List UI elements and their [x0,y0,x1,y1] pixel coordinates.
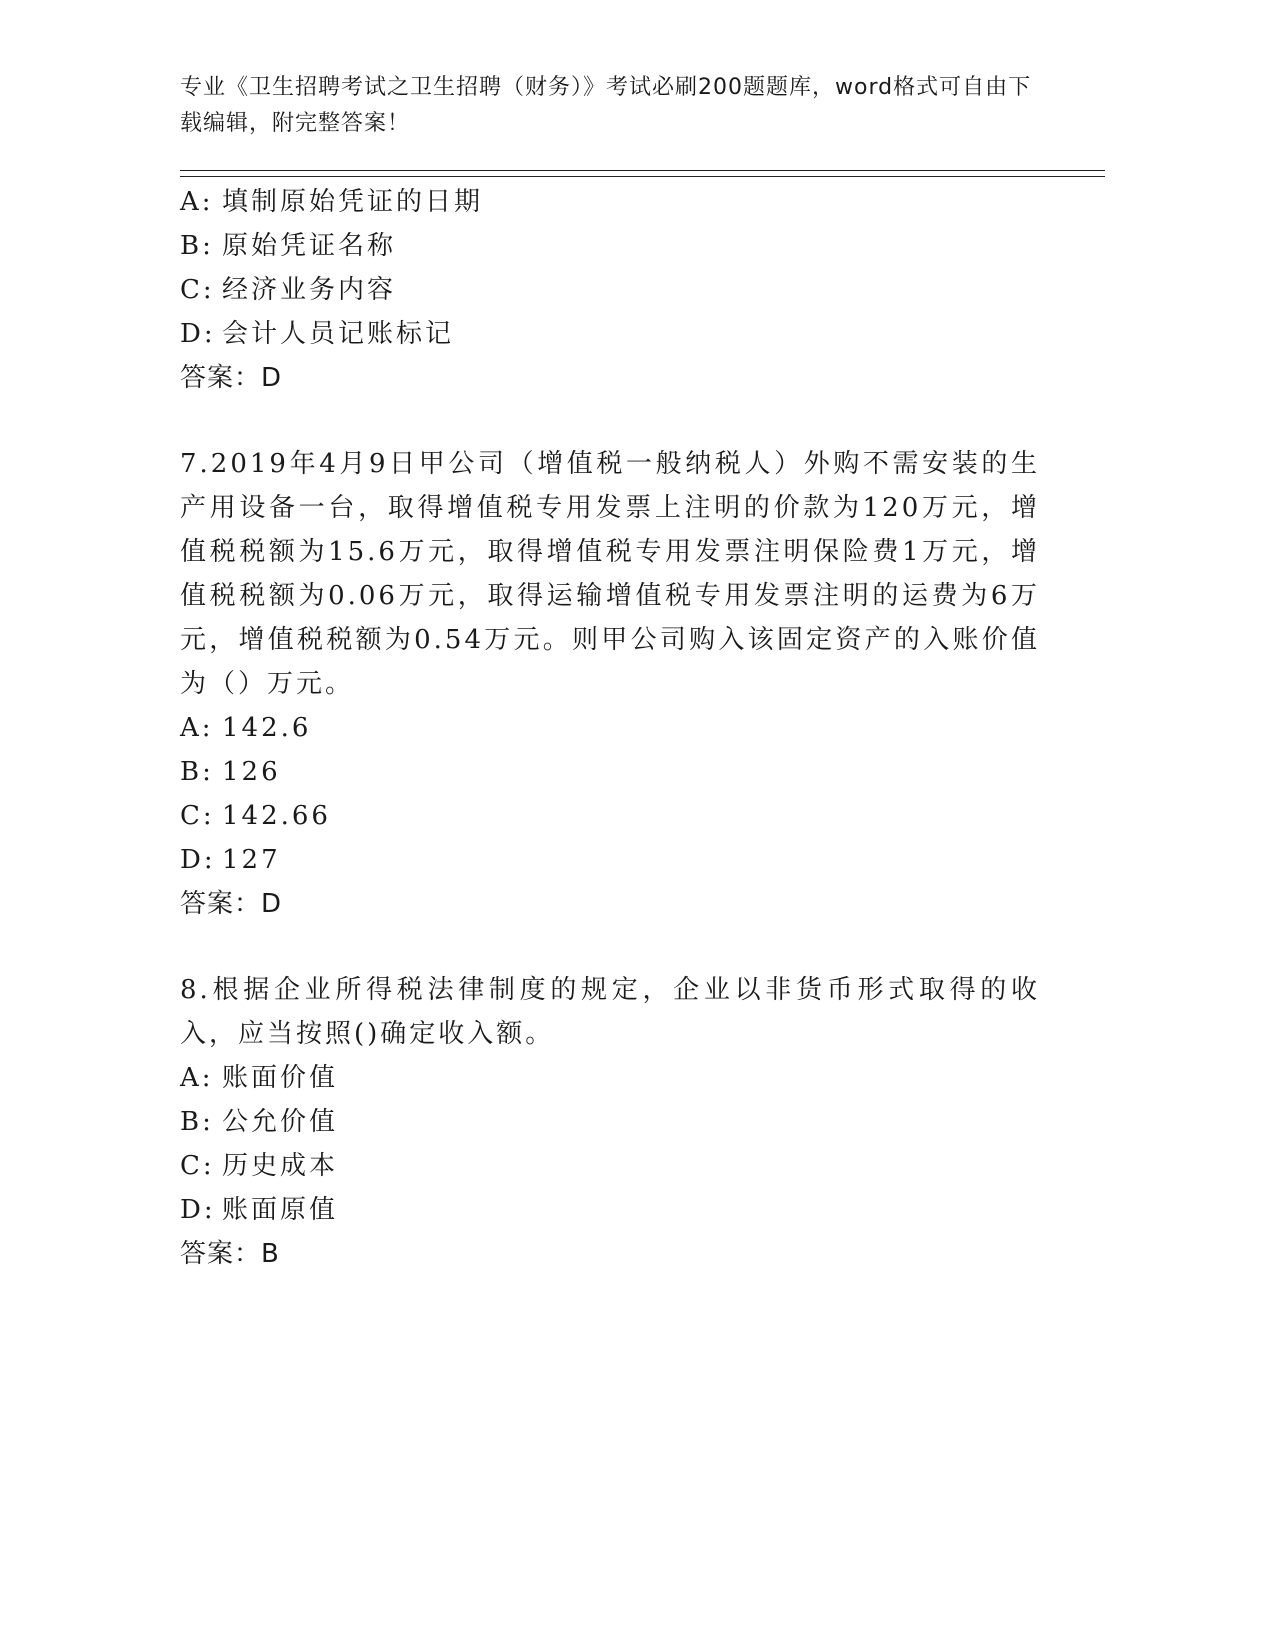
option-a: A: 填制原始凭证的日期 [180,187,484,217]
option-b: B: 原始凭证名称 [180,231,397,261]
answer-line: 答案：D [180,363,283,393]
option-c: C: 142.66 [180,801,331,831]
option-c: C: 历史成本 [180,1151,339,1181]
document-header: 专业《卫生招聘考试之卫生招聘（财务）》考试必刷200题题库，word格式可自由下载编辑，附完整答案！ [180,75,1032,136]
option-b: B: 公允价值 [180,1107,339,1137]
question-6-partial [180,180,1040,400]
option-c: C: 经济业务内容 [180,275,397,305]
document-body [180,180,1040,1276]
option-a: A: 账面价值 [180,1063,339,1093]
answer-line: 答案：B [180,1239,280,1269]
option-a: A: 142.6 [180,713,312,743]
question-8 [180,968,1040,1276]
option-b: B: 126 [180,757,281,787]
header-rule-top [180,170,1105,171]
question-stem: 7.2019年4月9日甲公司（增值税一般纳税人）外购不需安装的生产用设备一台，取得增值税专用发票上注明的价款为120万元，增值税税额为15.6万元，取得增值税专用发票注明保险费1万元，增值税税额为0.06万元，取得运输增值税专用发票注明的运费为6万元，增值税税额为0.54万元。则甲公司购入该固定资产的入账价值为（）万元。 [180,449,1040,699]
header-rule-bottom [180,176,1105,177]
option-d: D: 账面原值 [180,1195,339,1225]
option-d: D: 127 [180,845,281,875]
option-d: D: 会计人员记账标记 [180,319,455,349]
question-7 [180,442,1040,926]
question-stem: 8.根据企业所得税法律制度的规定，企业以非货币形式取得的收入，应当按照()确定收入额。 [180,975,1040,1049]
answer-line: 答案：D [180,889,283,919]
